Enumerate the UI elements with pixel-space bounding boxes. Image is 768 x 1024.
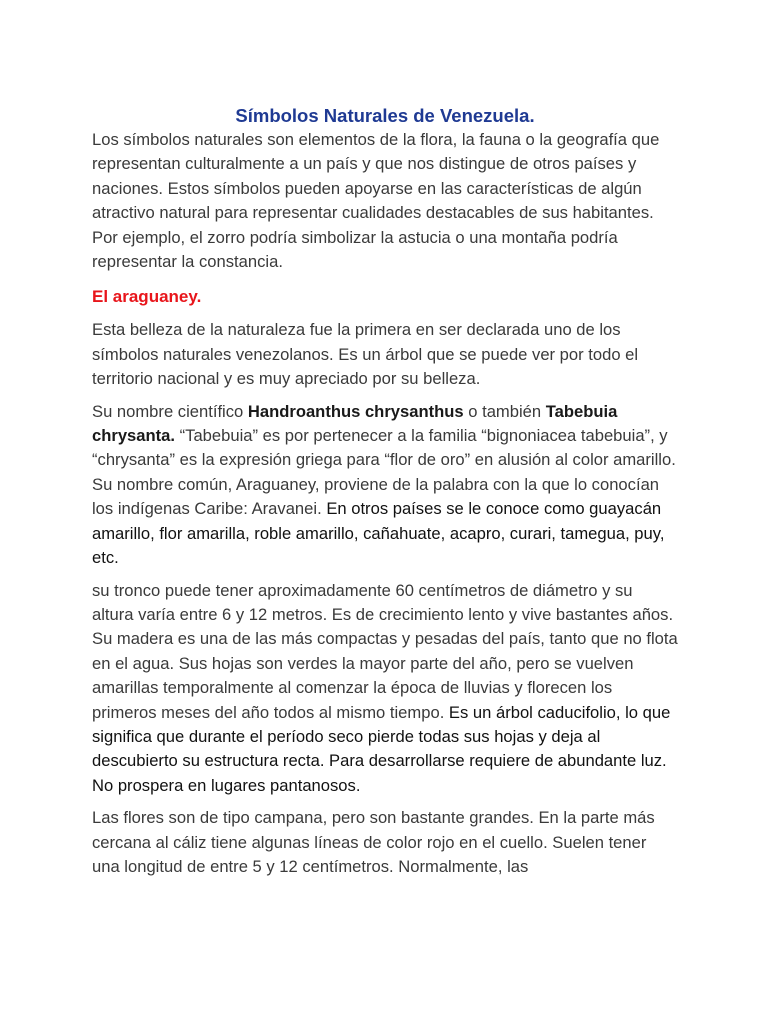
document-page bbox=[92, 104, 678, 887]
section-heading: El araguaney. bbox=[92, 287, 202, 307]
document-title: Símbolos Naturales de Venezuela. bbox=[235, 105, 535, 126]
alternate-scientific-name: Tabebuia chrysanta. bbox=[92, 401, 618, 446]
paragraph-2 bbox=[92, 400, 678, 571]
p3-text: su tronco puede tener aproximadamente 60 centímetros de diámetro y su altura varía entre 6 y 12 metros. Es de crecimiento lento y vive bastantes años. Su madera es una de las más compactas y pesadas del país, tanto que no flota en el agua. Sus hojas son verdes la mayor parte del año, pero se vuelven amarillas temporalmente al comenzar la época de lluvias y florecen los primeros meses del año todos al mismo tiempo. bbox=[92, 580, 678, 722]
paragraph-4: Las flores son de tipo campana, pero son bastante grandes. En la parte más cercana al cáliz tiene algunas líneas de color rojo en el cuello. Suelen tener una longitud de entre 5 y 12 centímetros. Normalmente, las bbox=[92, 808, 655, 876]
scientific-name: Handroanthus chrysanthus bbox=[247, 401, 464, 421]
p3-caducifolio: Es un árbol caducifolio, lo que significa que durante el período seco pierde todas sus hojas y deja al descubierto su estructura recta. Para desarrollarse requiere de abundante luz. No prospera en lugares pantanosos. bbox=[92, 702, 671, 795]
p2-common-names: En otros países se le conoce como guayacán amarillo, flor amarilla, roble amarillo, cañahuate, acapro, curari, tamegua, puy, etc. bbox=[92, 499, 665, 568]
intro-paragraph: Los símbolos naturales son elementos de la flora, la fauna o la geografía que representan culturalmente a un país y que nos distingue de otros países y naciones. Estos símbolos pueden apoyarse en las características de algún atractivo natural para representar cualidades destacables de sus habitantes. Por ejemplo, el zorro podría simbolizar la astucia o una montaña podría representar la constancia. bbox=[92, 130, 660, 272]
p2-text-3: “Tabebuia” es por pertenecer a la familia “bignoniacea tabebuia”, y “chrysanta” es la expresión griega para “flor de oro” en alusión al color amarillo. Su nombre común, Araguaney, proviene de la palabra con la que lo conocían los indígenas Caribe: Aravanei. bbox=[92, 426, 676, 519]
paragraph-3 bbox=[92, 579, 678, 799]
p2-text-1: Su nombre científico bbox=[92, 401, 248, 421]
paragraph-1: Esta belleza de la naturaleza fue la primera en ser declarada uno de los símbolos naturales venezolanos. Es un árbol que se puede ver por todo el territorio nacional y es muy apreciado por su belleza. bbox=[92, 320, 639, 389]
p2-text-2: o también bbox=[463, 401, 546, 421]
